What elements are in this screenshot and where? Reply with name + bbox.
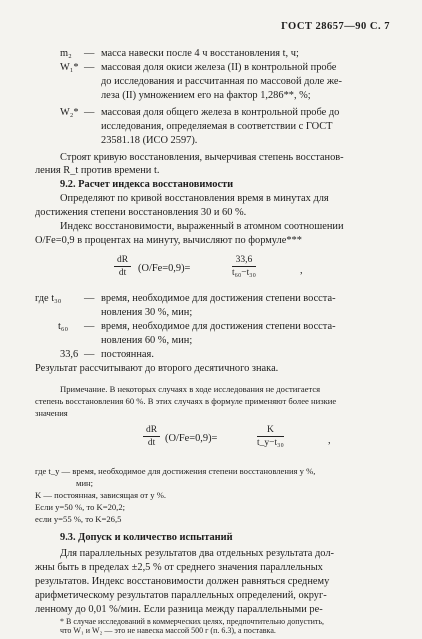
note-line: если y=55 %, то K=26,5 (35, 514, 122, 524)
formula-lhs-fraction (114, 255, 131, 278)
dash: — (84, 62, 95, 73)
def-line: масса навески после 4 ч восстановления t, ч; (101, 48, 299, 59)
paragraph-line: жны быть в пределах ±2,5 % от среднего значения параллельных (35, 562, 323, 573)
formula2-rhs-fraction (257, 425, 284, 448)
formula-rhs-fraction (232, 255, 256, 278)
formula2-rhs-num: K (266, 425, 274, 435)
where-lead: t₆₀ (58, 321, 69, 332)
paragraph-line: Строят кривую восстановления, вычерчивая степень восстанов- (60, 152, 344, 163)
def-line: леза (II) умножением его на фактор 1,286**, %; (101, 90, 311, 101)
paragraph-line: ленному до 0,01 %/мин. Если разница между параллельными ре- (35, 604, 323, 615)
formula-rhs-num: 33,6 (235, 255, 253, 265)
note-line: значения (35, 408, 68, 418)
where-line: время, необходимое для достижения степени восста- (101, 321, 336, 332)
formula-lhs-den: dt (118, 268, 127, 278)
def-line: до исследования и рассчитанная по массовой доле же- (101, 76, 342, 87)
where-line: новления 60 %, мин; (101, 335, 193, 346)
footnote-line: что W₁ и W₂ — это не навеска массой 500 г (п. 6.3), а поставка. (60, 626, 276, 635)
def-line: массовая доля окиси железа (II) в контрольной пробе (101, 62, 337, 73)
formula2-tail: , (328, 435, 331, 446)
paragraph-line: Для параллельных результатов два отдельных результата дол- (60, 548, 335, 559)
paragraph-line: результатов. Индекс восстановимости должен равняться среднему (35, 576, 330, 587)
paragraph-line: арифметическому результатов параллельных определений, округ- (35, 590, 327, 601)
note-line: K — постоянная, зависящая от y %. (35, 490, 167, 500)
symbol-w1: W₁* (60, 62, 79, 73)
symbol-m2: m₂ (60, 48, 72, 59)
formula-mid: (O/Fe=0,9)= (138, 263, 191, 274)
note-line: где t_y — время, необходимое для достижения степени восстановления y %, (35, 466, 316, 476)
paragraph-line: ления R_t против времени t. (35, 165, 160, 176)
section-title-9-3: 9.3. Допуск и количество испытаний (60, 532, 233, 543)
symbol-w2: W₂* (60, 107, 79, 118)
dash: — (84, 48, 95, 59)
dash: — (84, 321, 95, 332)
paragraph-line: достижения степени восстановления 30 и 60 %. (35, 207, 247, 218)
note-line: Примечание. В некоторых случаях в ходе исследования не достигается (60, 384, 321, 394)
formula2-mid: (O/Fe=0,9)= (165, 433, 218, 444)
note-line: Если y=50 %, то K=20,2; (35, 502, 126, 512)
paragraph-line: Результат рассчитывают до второго десятичного знака. (35, 363, 279, 374)
where-lead: где t₃₀ (35, 293, 62, 304)
paragraph-line: O/Fe=0,9 в процентах на минуту, вычисляют по формуле*** (35, 235, 302, 246)
paragraph-line: Определяют по кривой восстановления время в минутах для (60, 193, 329, 204)
where-lead: 33,6 (60, 349, 79, 360)
formula2-rhs-den: t_y−t₃₀ (257, 438, 284, 448)
formula2-lhs-den: dt (147, 438, 156, 448)
footnote-line: * В случае исследований в коммерческих целях, предпочтительно допустить, (60, 617, 325, 626)
formula-rhs-den: t₆₀−t₃₀ (232, 268, 256, 278)
where-line: постоянная. (101, 349, 154, 360)
note-line: степень восстановления 60 %. В этих случаях в формуле применяют более низкие (35, 396, 337, 406)
formula-tail: , (300, 265, 303, 276)
dash: — (84, 349, 95, 360)
def-line: исследования, определяемая в соответствии с ГОСТ (101, 121, 333, 132)
section-title-9-2: 9.2. Расчет индекса восстановимости (60, 179, 234, 190)
where-line: новления 30 %, мин; (101, 307, 193, 318)
formula2-lhs-num: dR (146, 425, 158, 435)
paragraph-line: Индекс восстановимости, выраженный в атомном соотношении (60, 221, 344, 232)
dash: — (84, 107, 95, 118)
page-header: ГОСТ 28657—90 С. 7 (281, 21, 390, 32)
formula-lhs-num: dR (117, 255, 129, 265)
def-line: 23581.18 (ИСО 2597). (101, 135, 198, 146)
formula2-lhs-fraction (143, 425, 160, 448)
note-line: мин; (76, 478, 94, 488)
def-line: массовая доля общего железа в контрольной пробе до (101, 107, 340, 118)
where-line: время, необходимое для достижения степени восста- (101, 293, 336, 304)
dash: — (84, 293, 95, 304)
